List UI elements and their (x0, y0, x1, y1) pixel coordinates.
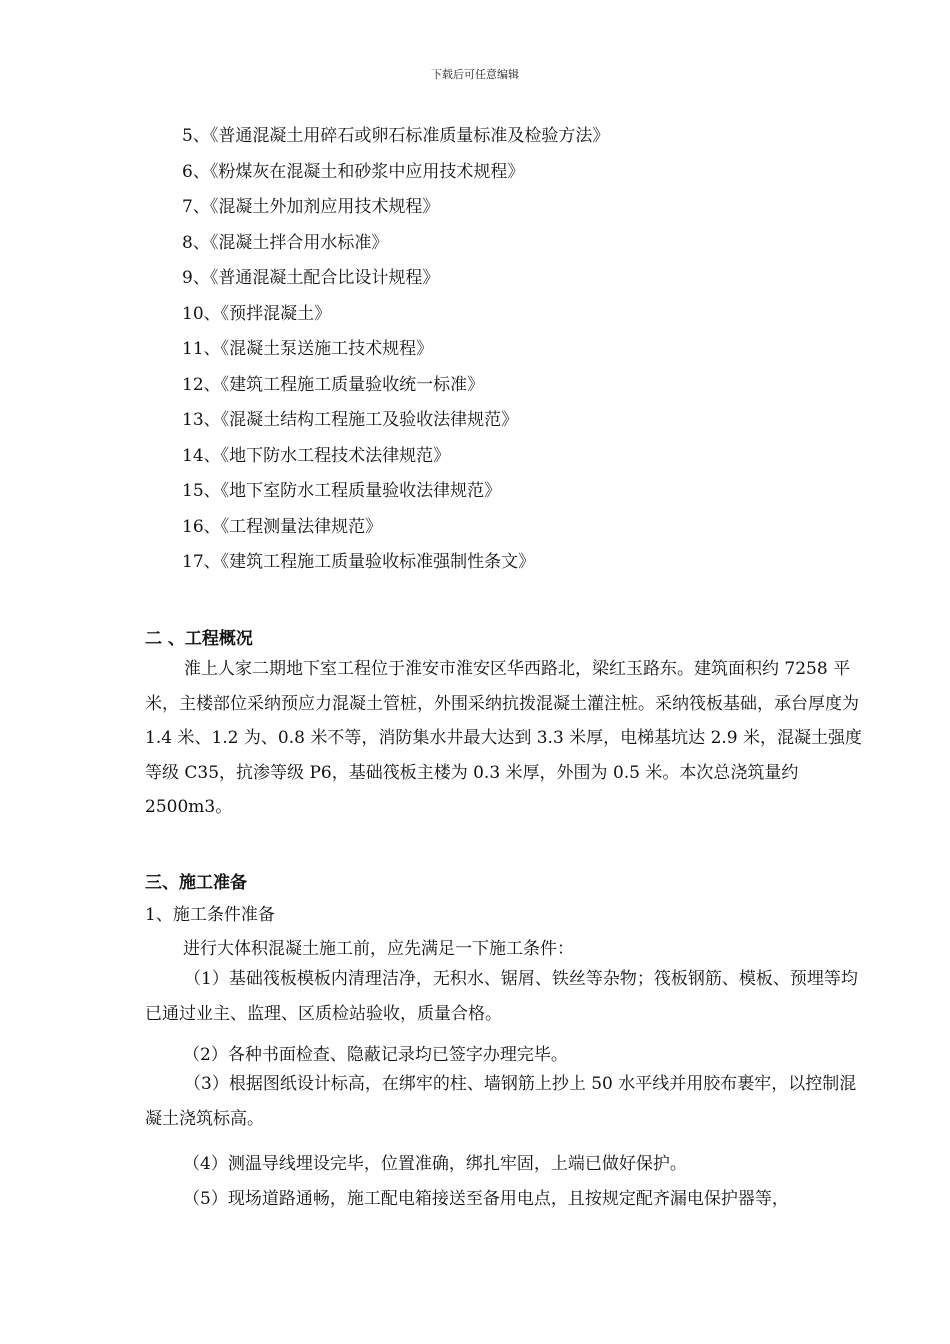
section-title-overview: 二 、工程概况 (145, 629, 253, 649)
condition-item: （1）基础筏板模板内清理洁净，无积水、锯屑、铁丝等杂物；筏板钢筋、模板、预埋等均已通过业主、监理、区质检站验收，质量合格。 (145, 969, 858, 1024)
list-item: 7、《混凝土外加剂应用技术规程》 (182, 197, 440, 217)
condition-item: （2）各种书面检查、隐蔽记录均已签字办理完毕。 (183, 1045, 568, 1065)
list-item: 6、《粉煤灰在混凝土和砂浆中应用技术规程》 (182, 161, 525, 182)
list-item: 13、《混凝土结构工程施工及验收法律规范》 (182, 410, 519, 430)
list-item: 5、《普通混凝土用碎石或卵石标准质量标准及检验方法》 (182, 126, 610, 146)
condition-item: （4）测温导线埋设完毕，位置准确，绑扎牢固，上端已做好保护。 (183, 1154, 687, 1174)
condition-item: （5）现场道路通畅，施工配电箱接送至备用电点，且按规定配齐漏电保护器等， (183, 1189, 789, 1209)
overview-paragraph: 淮上人家二期地下室工程位于淮安市淮安区华西路北，梁红玉路东。建筑面积约 7258 平米，主楼部位采纳预应力混凝土管桩，外围采纳抗拨混凝土灌注桩。采纳筏板基础，承台厚度为 1.4 米、1.2 为、0.8 米不等，消防集水井最大达到 3.3 米厚，电梯基坑达 2.9 米，混凝土强度等级 C35，抗渗等级 P6，基础筏板主楼为 0.3 米厚，外围为 0.5 米。本次总浇筑量约 2500m3。 (145, 659, 863, 817)
list-item: 12、《建筑工程施工质量验收统一标准》 (182, 374, 485, 395)
intro-text: 进行大体积混凝土施工前，应先满足一下施工条件： (183, 939, 574, 959)
condition-item: （3）根据图纸设计标高，在绑牢的柱、墙钢筋上抄上 50 水平线并用胶布裹牢，以控制混凝土浇筑标高。 (145, 1074, 857, 1129)
subsection-title: 1、施工条件准备 (145, 905, 275, 925)
list-item: 16、《工程测量法律规范》 (182, 516, 383, 537)
list-item: 14、《地下防水工程技术法律规范》 (182, 445, 451, 466)
list-item: 9、《普通混凝土配合比设计规程》 (182, 268, 440, 288)
page-header: 下载后可任意编辑 (431, 68, 519, 81)
list-item: 8、《混凝土拌合用水标准》 (182, 232, 389, 253)
list-item: 11、《混凝土泵送施工技术规程》 (182, 339, 434, 359)
section-title-preparation: 三、施工准备 (145, 873, 247, 893)
list-item: 15、《地下室防水工程质量验收法律规范》 (182, 481, 502, 501)
reference-list (182, 122, 609, 584)
list-item: 10、《预拌混凝土》 (182, 303, 332, 324)
list-item: 17、《建筑工程施工质量验收标准强制性条文》 (182, 552, 536, 572)
